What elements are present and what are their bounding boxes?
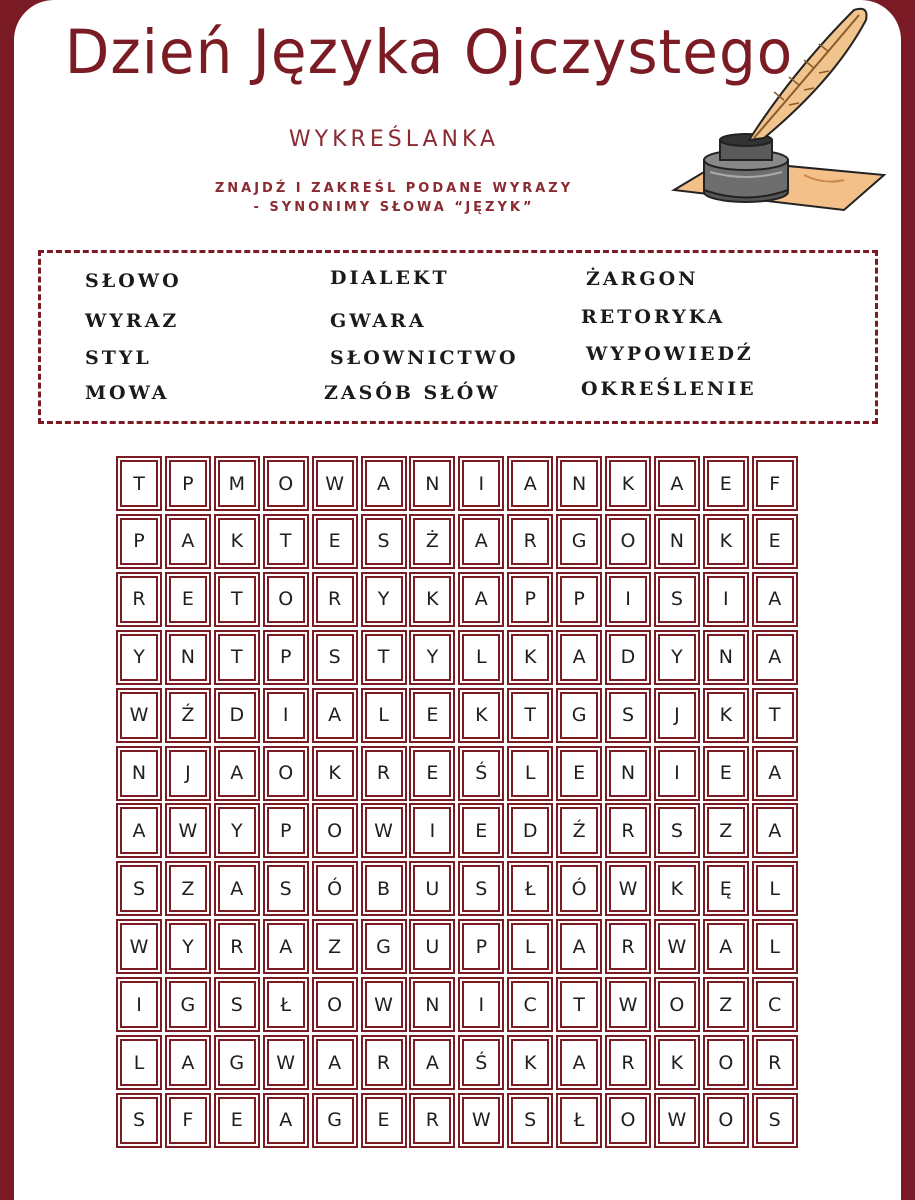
letter-cell[interactable]: A xyxy=(560,1039,598,1086)
letter-cell[interactable]: A xyxy=(169,518,207,565)
quill-and-inkwell-icon xyxy=(654,0,894,215)
letter-cell[interactable]: K xyxy=(218,518,256,565)
letter-cell[interactable]: R xyxy=(120,576,158,623)
page-title: Dzień Języka Ojczystego xyxy=(64,16,794,88)
letter-cell[interactable]: P xyxy=(560,576,598,623)
letter-cell[interactable]: I xyxy=(609,576,647,623)
letter-cell[interactable]: L xyxy=(756,865,794,912)
letter-cell[interactable]: B xyxy=(365,865,403,912)
letter-cell[interactable]: Y xyxy=(658,634,696,681)
letter-cell[interactable]: A xyxy=(756,807,794,854)
letter-cell[interactable]: S xyxy=(658,576,696,623)
letter-cell[interactable]: E xyxy=(707,460,745,507)
word-item: OKREŚLENIE xyxy=(581,378,757,400)
letter-cell[interactable]: N xyxy=(169,634,207,681)
letter-cell[interactable]: A xyxy=(267,923,305,970)
letter-cell[interactable]: J xyxy=(169,750,207,797)
letter-cell[interactable]: E xyxy=(316,518,354,565)
letter-cell[interactable]: F xyxy=(169,1097,207,1144)
letter-cell[interactable]: Ź xyxy=(560,807,598,854)
letter-cell[interactable]: O xyxy=(267,460,305,507)
letter-cell[interactable]: Ó xyxy=(316,865,354,912)
letter-cell[interactable]: W xyxy=(658,1097,696,1144)
letter-cell[interactable]: N xyxy=(707,634,745,681)
word-item: ZASÓB SŁÓW xyxy=(324,382,501,404)
letter-cell[interactable]: W xyxy=(609,865,647,912)
letter-cell[interactable]: K xyxy=(658,865,696,912)
letter-cell[interactable]: T xyxy=(120,460,158,507)
letter-cell[interactable]: W xyxy=(120,923,158,970)
letter-cell[interactable]: T xyxy=(756,692,794,739)
letter-cell[interactable]: Y xyxy=(365,576,403,623)
letter-cell[interactable]: G xyxy=(560,692,598,739)
letter-cell[interactable]: S xyxy=(511,1097,549,1144)
letter-cell[interactable]: E xyxy=(707,750,745,797)
letter-cell[interactable]: G xyxy=(316,1097,354,1144)
letter-cell[interactable]: I xyxy=(462,460,500,507)
letter-cell[interactable]: U xyxy=(413,923,451,970)
letter-cell[interactable]: S xyxy=(756,1097,794,1144)
letter-cell[interactable]: Ź xyxy=(169,692,207,739)
letter-cell[interactable]: T xyxy=(365,634,403,681)
letter-cell[interactable]: P xyxy=(120,518,158,565)
letter-cell[interactable]: L xyxy=(462,634,500,681)
letter-cell[interactable]: N xyxy=(658,518,696,565)
letter-cell[interactable]: A xyxy=(267,1097,305,1144)
instruction-line-2: - SYNONIMY SŁOWA “JĘZYK” xyxy=(253,200,535,215)
letter-cell[interactable]: O xyxy=(658,981,696,1028)
word-item: SŁOWNICTWO xyxy=(330,347,519,369)
letter-cell[interactable]: L xyxy=(511,923,549,970)
letter-cell[interactable]: T xyxy=(218,576,256,623)
letter-cell[interactable]: N xyxy=(413,460,451,507)
letter-cell[interactable]: T xyxy=(511,692,549,739)
letter-cell[interactable]: T xyxy=(218,634,256,681)
letter-cell[interactable]: Ę xyxy=(707,865,745,912)
letter-cell[interactable]: S xyxy=(218,981,256,1028)
letter-cell[interactable]: S xyxy=(658,807,696,854)
letter-cell[interactable]: W xyxy=(120,692,158,739)
letter-cell[interactable]: A xyxy=(756,634,794,681)
word-item: MOWA xyxy=(85,382,170,404)
letter-cell[interactable]: I xyxy=(267,692,305,739)
letter-cell[interactable]: M xyxy=(218,460,256,507)
letter-cell[interactable]: E xyxy=(462,807,500,854)
letter-cell[interactable]: S xyxy=(365,518,403,565)
letter-cell[interactable]: A xyxy=(218,865,256,912)
letter-cell[interactable]: N xyxy=(120,750,158,797)
letter-cell[interactable]: Y xyxy=(169,923,207,970)
letter-cell[interactable]: G xyxy=(218,1039,256,1086)
letter-cell[interactable]: F xyxy=(756,460,794,507)
letter-cell[interactable]: R xyxy=(609,807,647,854)
letter-cell[interactable]: W xyxy=(365,807,403,854)
letter-cell[interactable]: L xyxy=(511,750,549,797)
letter-cell[interactable]: P xyxy=(511,576,549,623)
letter-cell[interactable]: P xyxy=(267,634,305,681)
letter-cell[interactable]: O xyxy=(267,576,305,623)
letter-cell[interactable]: R xyxy=(756,1039,794,1086)
letter-cell[interactable]: L xyxy=(365,692,403,739)
letter-cell[interactable]: O xyxy=(707,1039,745,1086)
letter-cell[interactable]: L xyxy=(120,1039,158,1086)
letter-cell[interactable]: U xyxy=(413,865,451,912)
letter-cell[interactable]: Ł xyxy=(560,1097,598,1144)
letter-cell[interactable]: Z xyxy=(316,923,354,970)
letter-cell[interactable]: K xyxy=(658,1039,696,1086)
letter-cell[interactable]: K xyxy=(511,634,549,681)
letter-cell[interactable]: Z xyxy=(707,807,745,854)
letter-cell[interactable]: S xyxy=(316,634,354,681)
letter-cell[interactable]: C xyxy=(756,981,794,1028)
letter-cell[interactable]: A xyxy=(560,923,598,970)
letter-cell[interactable]: D xyxy=(609,634,647,681)
word-item: ŻARGON xyxy=(586,268,699,290)
letter-cell[interactable]: K xyxy=(609,460,647,507)
word-item: WYPOWIEDŹ xyxy=(586,343,754,365)
letter-cell[interactable]: A xyxy=(511,460,549,507)
letter-cell[interactable]: A xyxy=(413,1039,451,1086)
letter-cell[interactable]: P xyxy=(462,923,500,970)
letter-cell[interactable]: Y xyxy=(413,634,451,681)
letter-cell[interactable]: W xyxy=(169,807,207,854)
letter-cell[interactable]: A xyxy=(365,460,403,507)
letter-cell[interactable]: O xyxy=(609,1097,647,1144)
letter-cell[interactable]: Ś xyxy=(462,750,500,797)
letter-cell[interactable]: A xyxy=(462,576,500,623)
letter-cell[interactable]: I xyxy=(707,576,745,623)
letter-cell[interactable]: C xyxy=(511,981,549,1028)
letter-cell[interactable]: G xyxy=(169,981,207,1028)
letter-cell[interactable]: S xyxy=(120,865,158,912)
letter-cell[interactable]: A xyxy=(462,518,500,565)
letter-cell[interactable]: W xyxy=(658,923,696,970)
letter-cell[interactable]: K xyxy=(316,750,354,797)
letter-cell[interactable]: Ó xyxy=(560,865,598,912)
letter-cell[interactable]: L xyxy=(756,923,794,970)
letter-cell[interactable]: J xyxy=(658,692,696,739)
letter-cell[interactable]: A xyxy=(316,692,354,739)
letter-cell[interactable]: O xyxy=(316,807,354,854)
letter-cell[interactable]: K xyxy=(413,576,451,623)
word-item: GWARA xyxy=(330,310,427,332)
letter-cell[interactable]: I xyxy=(462,981,500,1028)
letter-cell[interactable]: Ł xyxy=(267,981,305,1028)
letter-cell[interactable]: K xyxy=(462,692,500,739)
letter-cell[interactable]: N xyxy=(609,750,647,797)
letter-cell[interactable]: P xyxy=(169,460,207,507)
letter-cell[interactable]: R xyxy=(511,518,549,565)
letter-cell[interactable]: A xyxy=(169,1039,207,1086)
letter-cell[interactable]: Ś xyxy=(462,1039,500,1086)
letter-cell[interactable]: Z xyxy=(707,981,745,1028)
page-subtitle: WYKREŚLANKA xyxy=(288,127,500,152)
letter-cell[interactable]: R xyxy=(609,1039,647,1086)
letter-cell[interactable]: I xyxy=(120,981,158,1028)
letter-cell[interactable]: R xyxy=(365,1039,403,1086)
letter-cell[interactable]: T xyxy=(267,518,305,565)
letter-cell[interactable]: Y xyxy=(120,634,158,681)
letter-cell[interactable]: A xyxy=(658,460,696,507)
letter-cell[interactable]: S xyxy=(462,865,500,912)
letter-cell[interactable]: Ł xyxy=(511,865,549,912)
letter-cell[interactable]: G xyxy=(560,518,598,565)
letter-cell[interactable]: A xyxy=(560,634,598,681)
letter-cell[interactable]: O xyxy=(609,518,647,565)
letter-cell[interactable]: O xyxy=(316,981,354,1028)
instruction-line-1: ZNAJDŹ I ZAKREŚL PODANE WYRAZY xyxy=(214,181,574,196)
letter-cell[interactable]: O xyxy=(267,750,305,797)
letter-cell[interactable]: R xyxy=(413,1097,451,1144)
letter-cell[interactable]: W xyxy=(365,981,403,1028)
word-list-box xyxy=(38,250,878,424)
letter-cell[interactable]: K xyxy=(511,1039,549,1086)
letter-cell[interactable]: E xyxy=(413,692,451,739)
letter-cell[interactable]: E xyxy=(169,576,207,623)
letter-cell[interactable]: K xyxy=(707,692,745,739)
letter-cell[interactable]: Ż xyxy=(413,518,451,565)
letter-cell[interactable]: D xyxy=(511,807,549,854)
letter-cell[interactable]: P xyxy=(267,807,305,854)
letter-cell[interactable]: A xyxy=(756,750,794,797)
letter-cell[interactable]: Z xyxy=(169,865,207,912)
letter-cell[interactable]: A xyxy=(120,807,158,854)
letter-cell[interactable]: R xyxy=(218,923,256,970)
letter-cell[interactable]: W xyxy=(462,1097,500,1144)
word-item: WYRAZ xyxy=(85,310,180,332)
letter-cell[interactable]: S xyxy=(120,1097,158,1144)
word-item: DIALEKT xyxy=(330,267,450,289)
letter-cell[interactable]: R xyxy=(365,750,403,797)
worksheet xyxy=(14,0,901,1200)
letter-cell[interactable]: D xyxy=(218,692,256,739)
letter-cell[interactable]: A xyxy=(756,576,794,623)
letter-cell[interactable]: A xyxy=(218,750,256,797)
letter-cell[interactable]: N xyxy=(413,981,451,1028)
letter-cell[interactable]: G xyxy=(365,923,403,970)
letter-cell[interactable]: R xyxy=(609,923,647,970)
letter-cell[interactable]: W xyxy=(267,1039,305,1086)
letter-cell[interactable]: E xyxy=(218,1097,256,1144)
letter-cell[interactable]: S xyxy=(267,865,305,912)
letter-cell[interactable]: T xyxy=(560,981,598,1028)
word-item: STYL xyxy=(85,347,152,369)
letter-cell[interactable]: A xyxy=(707,923,745,970)
letter-cell[interactable]: E xyxy=(413,750,451,797)
letter-cell[interactable]: R xyxy=(316,576,354,623)
letter-cell[interactable]: I xyxy=(413,807,451,854)
letter-cell[interactable]: W xyxy=(609,981,647,1028)
word-item: SŁOWO xyxy=(85,270,182,292)
letter-cell[interactable]: N xyxy=(560,460,598,507)
word-item: RETORYKA xyxy=(581,306,726,328)
letter-cell[interactable]: K xyxy=(707,518,745,565)
letter-cell[interactable]: A xyxy=(316,1039,354,1086)
letter-cell[interactable]: Y xyxy=(218,807,256,854)
letter-cell[interactable]: O xyxy=(707,1097,745,1144)
letter-cell[interactable]: S xyxy=(609,692,647,739)
letter-cell[interactable]: I xyxy=(658,750,696,797)
letter-cell[interactable]: E xyxy=(365,1097,403,1144)
letter-cell[interactable]: W xyxy=(316,460,354,507)
letter-cell[interactable]: E xyxy=(756,518,794,565)
letter-cell[interactable]: E xyxy=(560,750,598,797)
